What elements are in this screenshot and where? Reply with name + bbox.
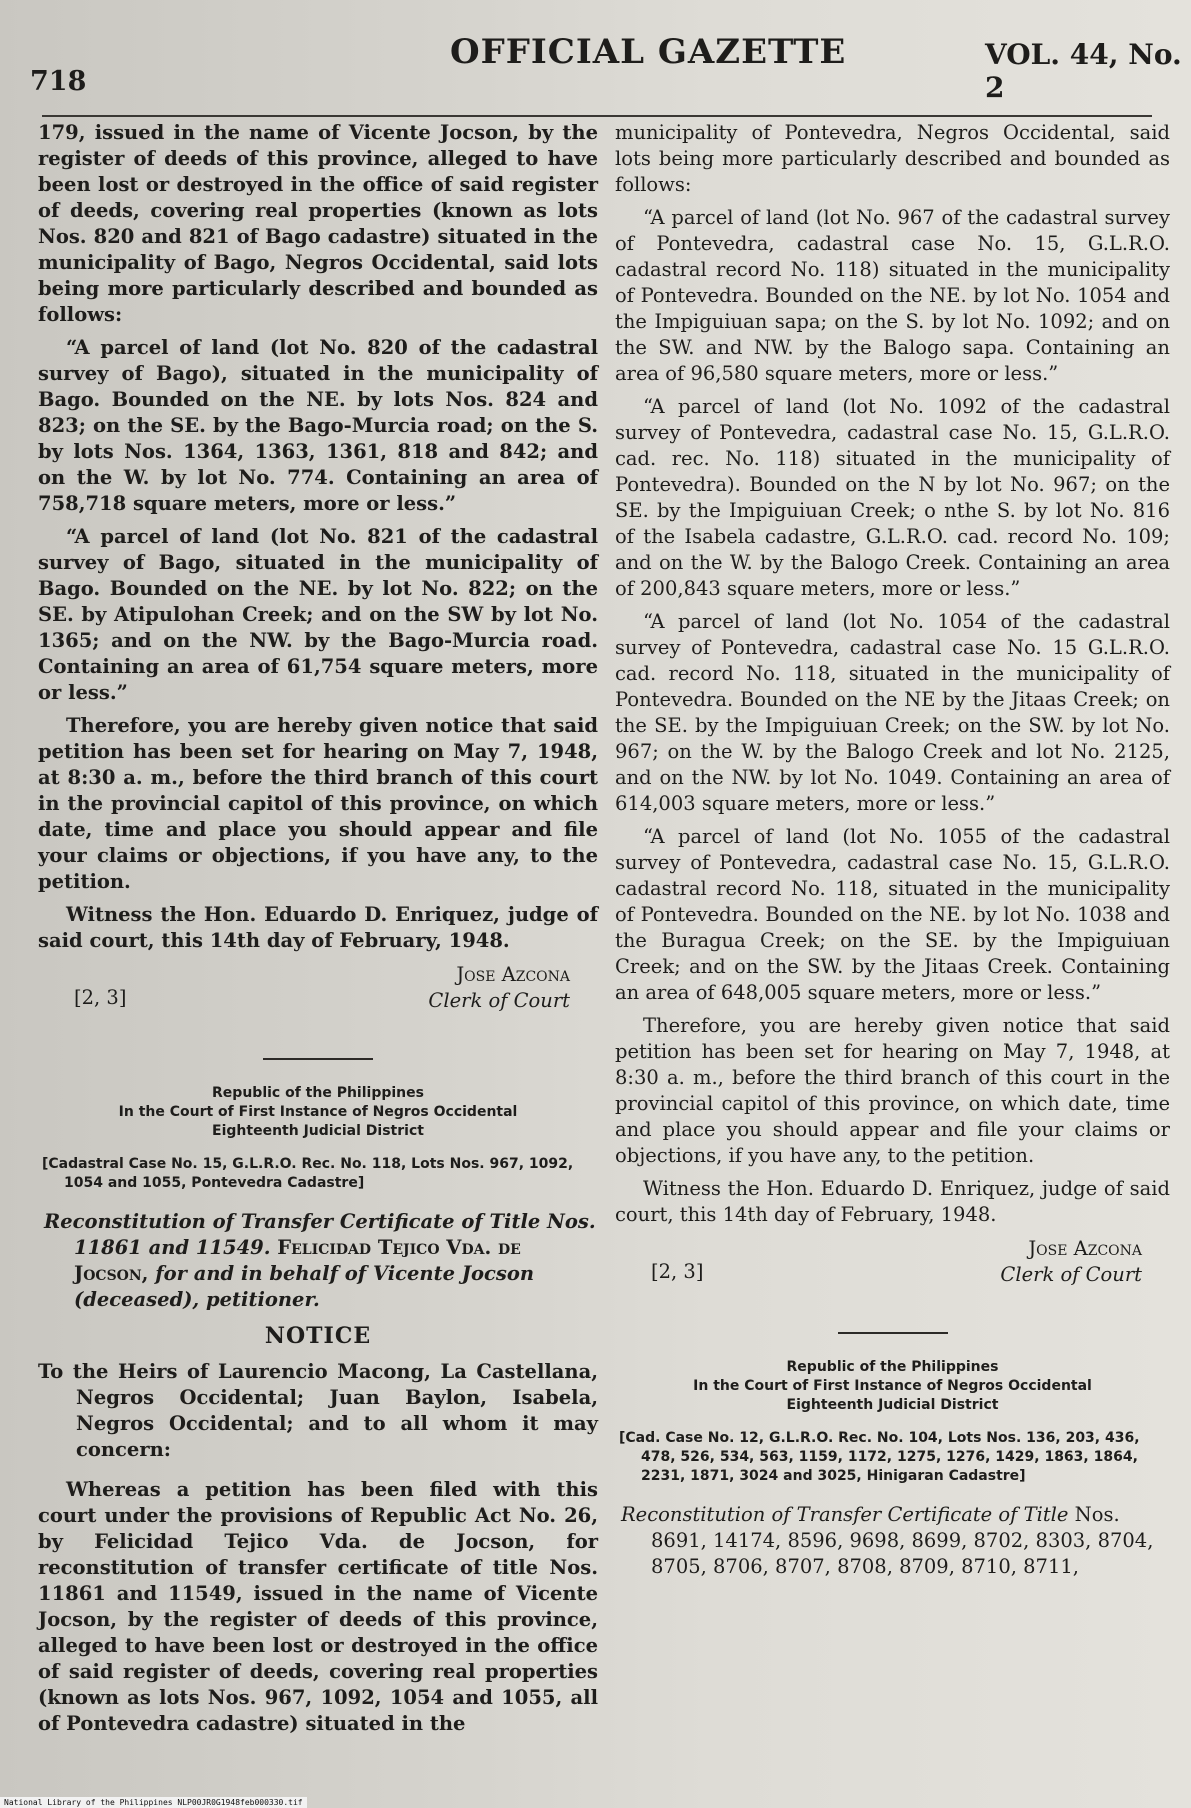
- header-rule: [42, 115, 1152, 117]
- right-recon-title-text: Reconstitution of Transfer Certificate of Title: [621, 1503, 1069, 1526]
- left-reconstitution-title: [38, 1209, 598, 1313]
- left-recon-title-text: Reconstitution of Transfer Certificate of Title Nos. 11861 and 11549.: [44, 1210, 596, 1259]
- right-signature-block: [615, 1236, 1170, 1288]
- right-divider: [838, 1332, 948, 1334]
- page-header: [0, 30, 1191, 104]
- left-column: [38, 120, 598, 1737]
- notice-heading: NOTICE: [264, 1323, 372, 1349]
- scan-footer-label: National Library of the Philippines NLP00JR0G1948feb000330.tif: [0, 1797, 307, 1808]
- left-therefore-paragraph: Therefore, you are hereby given notice that said petition has been set for hearing on May 7, 1948, at 8:30 a. m., before the third branch of this court in the provincial capitol of this province, on which date, time and place you should appear and file your claims or objections, if you have any, to the petition.: [38, 714, 598, 893]
- left-divider: [263, 1058, 373, 1060]
- left-parcel-820: “A parcel of land (lot No. 820 of the cadastral survey of Bago), situated in the municipality of Bago. Bounded on the NE. by lots Nos. 824 and 823; on the SE. by the Bago-Murcia road; on the S. by lots Nos. 1364, 1363, 1361, 818 and 842; and on the W. by lot No. 774. Containing an area of 758,718 square meters, more or less.”: [38, 336, 598, 515]
- gazette-title: OFFICIAL GAZETTE: [450, 32, 847, 72]
- right-case-caption: [Cad. Case No. 12, G.L.R.O. Rec. No. 104, Lots Nos. 136, 203, 436, 478, 526, 534, 563, 1159, 1172, 1275, 1276, 1429, 1863, 1864, 2231, 1871, 3024 and 3025, Hinigaran Cadastre]: [619, 1430, 1140, 1484]
- left-parcel-821: “A parcel of land (lot No. 821 of the cadastral survey of Bago, situated in the municipality of Bago. Bounded on the NE. by lot No. 822; on the SE. by Atipulohan Creek; and on the SW by lot No. 1365; and on the NW. by the Bago-Murcia road. Containing an area of 61,754 square meters, more or less.”: [38, 525, 598, 704]
- right-reference: [2, 3]: [651, 1260, 704, 1283]
- left-recon-petitioner: Felicidad Tejico Vda. de Jocson,: [74, 1236, 521, 1285]
- to-heirs-paragraph: To the Heirs of Laurencio Macong, La Castellana, Negros Occidental; Juan Baylon, Isabela, Negros Occidental; and to all whom it may concern:: [38, 1360, 598, 1461]
- right-witness-paragraph: Witness the Hon. Eduardo D. Enriquez, judge of said court, this 14th day of February, 1948.: [615, 1177, 1170, 1226]
- right-column: [615, 120, 1170, 1580]
- left-case-caption: [Cadastral Case No. 15, G.L.R.O. Rec. No. 118, Lots Nos. 967, 1092, 1054 and 1055, Pontevedra Cadastre]: [42, 1156, 574, 1191]
- left-recon-tail: for and in behalf of Vicente Jocson (deceased), petitioner.: [74, 1262, 535, 1311]
- right-therefore-paragraph: Therefore, you are hereby given notice that said petition has been set for hearing on May 7, 1948, at 8:30 a. m., before the third branch of this court in the provincial capitol of this province, on which date, time and place you should appear and file your claims or objections, if you have any, to the petition.: [615, 1014, 1170, 1167]
- right-paragraph-1: municipality of Pontevedra, Negros Occidental, said lots being more particularly described and bounded as follows:: [615, 121, 1170, 196]
- right-signer-name: Jose Azcona: [1028, 1237, 1142, 1260]
- right-reconstitution-title: [615, 1502, 1170, 1580]
- right-court-line-3: Eighteenth Judicial District: [786, 1397, 999, 1413]
- right-court-line-1: Republic of the Philippines: [786, 1359, 999, 1375]
- right-parcel-1092: “A parcel of land (lot No. 1092 of the cadastral survey of Pontevedra, cadastral case No. 15, G.L.R.O. cad. rec. No. 118) situated in the municipality of Pontevedra). Bounded on the N by lot No. 967; on the SE. by the Impiguiuan Creek; o nthe S. by lot No. 816 of the Isabela cadastre, G.L.R.O. cad. record No. 109; and on the W. by the Balogo Creek. Containing an area of 200,843 square meters, more or less.”: [615, 395, 1170, 600]
- page-number: 718: [30, 66, 87, 97]
- right-parcel-967: “A parcel of land (lot No. 967 of the cadastral survey of Pontevedra, cadastral case No. 15, G.L.R.O. cadastral record No. 118) situated in the municipality of Pontevedra. Bounded on the NE. by lot No. 1054 and the Impiguiuan sapa; on the S. by lot No. 1092; and on the SW. and NW. by the Balogo sapa. Containing an area of 96,580 square meters, more or less.”: [615, 206, 1170, 385]
- right-court-line-2: In the Court of First Instance of Negros Occidental: [693, 1378, 1092, 1394]
- left-reference: [2, 3]: [74, 986, 127, 1009]
- volume-number: VOL. 44, No. 2: [985, 38, 1182, 104]
- left-court-line-3: Eighteenth Judicial District: [212, 1123, 424, 1139]
- left-witness-paragraph: Witness the Hon. Eduardo D. Enriquez, judge of said court, this 14th day of February, 1948.: [38, 903, 598, 952]
- left-signer-name: Jose Azcona: [456, 963, 570, 986]
- right-signer-title: Clerk of Court: [1000, 1263, 1142, 1286]
- whereas-paragraph: Whereas a petition has been filed with this court under the provisions of Republic Act No. 26, by Felicidad Tejico Vda. de Jocson, for reconstitution of transfer certificate of title Nos. 11861 and 11549, issued in the name of Vicente Jocson, by the register of deeds of this province, alleged to have been lost or destroyed in the office of said register of deeds, covering real properties (known as lots Nos. 967, 1092, 1054 and 1055, all of Pontevedra cadastre) situated in the: [38, 1478, 598, 1735]
- left-court-line-1: Republic of the Philippines: [212, 1085, 424, 1101]
- left-paragraph-1: 179, issued in the name of Vicente Jocson, by the register of deeds of this province, alleged to have been lost or destroyed in the office of said register of deeds, covering real properties (known as lots Nos. 820 and 821 of Bago cadastre) situated in the municipality of Bago, Negros Occidental, said lots being more particularly described and bounded as follows:: [38, 121, 598, 326]
- right-recon-numbers: Nos. 8691, 14174, 8596, 9698, 8699, 8702, 8303, 8704, 8705, 8706, 8707, 8708, 8709, 8710, 8711,: [651, 1503, 1154, 1578]
- left-signature-block: [38, 962, 598, 1014]
- left-signer-title: Clerk of Court: [428, 989, 570, 1012]
- right-parcel-1054: “A parcel of land (lot No. 1054 of the cadastral survey of Pontevedra, cadastral case No. 15 G.L.R.O. cad. record No. 118, situated in the municipality of Pontevedra. Bounded on the NE by the Jitaas Creek; on the SE. by the Impiguiuan Creek; on the SW. by lot No. 967; on the W. by the Balogo Creek and lot No. 2125, and on the NW. by lot No. 1049. Containing an area of 614,003 square meters, more or less.”: [615, 610, 1170, 815]
- right-parcel-1055: “A parcel of land (lot No. 1055 of the cadastral survey of Pontevedra, cadastral case No. 15, G.L.R.O. cadastral record No. 118, situated in the municipality of Pontevedra. Bounded on the NE. by lot No. 1038 and the Buragua Creek; on the SE. by the Impiguiuan Creek; and on the SW. by the Jitaas Creek. Containing an area of 648,005 square meters, more or less.”: [615, 825, 1170, 1004]
- left-court-line-2: In the Court of First Instance of Negros Occidental: [118, 1104, 518, 1120]
